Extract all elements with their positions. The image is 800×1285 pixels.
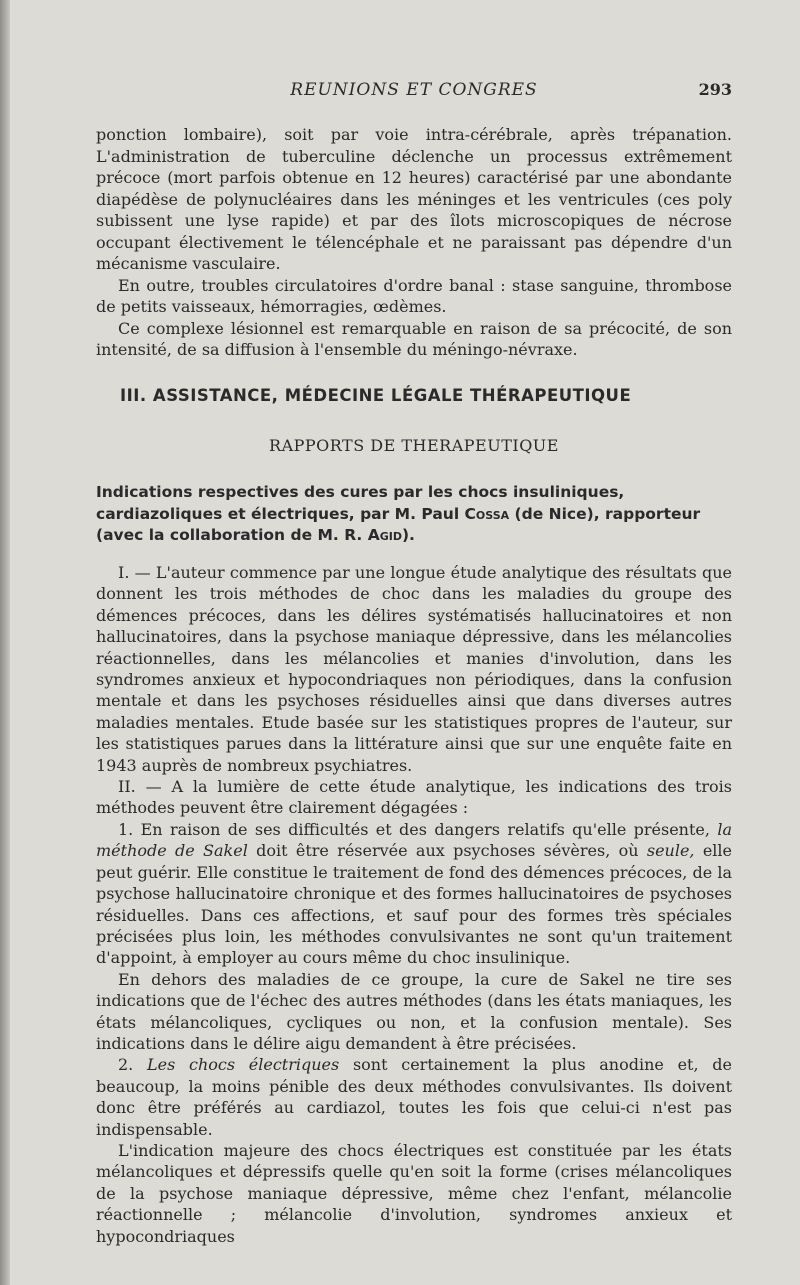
intro-paragraph-3: Ce complexe lésionnel est remarquable en raison de sa précocité, de son intensité, de sa diffusion à l'ensemble du méningo-névraxe. bbox=[96, 318, 732, 359]
report-collaborator: Agid bbox=[367, 526, 402, 544]
p2-end: sont certainement la plus anodine et, de beaucoup, la moins pénible des deux méthodes convulsivantes. Ils doivent donc être préférés au cardiazol, toutes les fois que celui-ci n'est pas indispensable. bbox=[96, 1055, 732, 1139]
report-author: Cossa bbox=[464, 504, 510, 523]
p1-italic-sakel: la méthode de Sakel bbox=[96, 819, 732, 861]
p1-italic-seule: seule, bbox=[646, 841, 695, 861]
p2-italic-electric: Les chocs électriques bbox=[146, 1055, 340, 1075]
p2-start: 2. bbox=[118, 1055, 134, 1075]
report-paragraph-2 bbox=[96, 1054, 732, 1140]
report-title-part2: (de Nice), rapporteur (avec la collaboration de M. R. bbox=[96, 504, 701, 544]
running-title: REUNIONS ET CONGRES bbox=[290, 80, 538, 100]
p1-mid: doit être réservée aux psychoses sévères, où bbox=[256, 841, 639, 861]
intro-paragraph-2: En outre, troubles circulatoires d'ordre banal : stase sanguine, thrombose de petits vaisseaux, hémorragies, œdèmes. bbox=[96, 275, 732, 316]
p1-end: elle peut guérir. Elle constitue le traitement de fond des démences précoces, de la psychose hallucinatoire chronique et des formes hallucinatoires de psychoses résiduelles. Dans ces affections, et sauf pour des formes très spéciales précisées plus loin, les méthodes convulsivantes ne sont qu'un traitement d'appoint, à employer au cours même du choc insulinique. bbox=[96, 841, 732, 968]
report-paragraph-II: II. — A la lumière de cette étude analytique, les indications des trois méthodes peuvent être clairement dégagées : bbox=[96, 777, 732, 818]
report-paragraph-I: I. — L'auteur commence par une longue étude analytique des résultats que donnent les trois méthodes de choc dans les maladies du groupe des démences précoces, dans les délires systématisés hallucinatoires et non hallucinatoires, dans la psychose maniaque dépressive, dans les mélancolies réactionnelles, dans les mélancolies et manies d'involution, dans les syndromes anxieux et hypocondriaques non périodiques, dans la confusion mentale et dans les psychoses résiduelles ainsi que dans diverses autres maladies mentales. Etude basée sur les statistiques propres de l'auteur, sur les statistiques parues dans la littérature ainsi que sur une enquête faite en 1943 auprès de nombreux psychiatres. bbox=[96, 563, 732, 775]
report-title bbox=[96, 482, 732, 547]
intro-text bbox=[96, 124, 732, 361]
report-body bbox=[96, 562, 732, 1247]
section-subheading: RAPPORTS DE THERAPEUTIQUE bbox=[269, 436, 559, 455]
page-header bbox=[96, 80, 732, 104]
p1-start: 1. En raison de ses difficultés et des dangers relatifs qu'elle présente, bbox=[118, 819, 710, 839]
book-spine-shadow bbox=[0, 0, 10, 1285]
report-title-part1: Indications respectives des cures par les chocs insuliniques, cardiazoliques et électriques, par M. Paul bbox=[96, 483, 625, 523]
report-title-part3: ). bbox=[401, 526, 415, 544]
report-paragraph-outside: En dehors des maladies de ce groupe, la cure de Sakel ne tire ses indications que de l'échec des autres méthodes (dans les états maniaques, les états mélancoliques, cycliques ou non, et la confusion mentale). Ses indications dans le délire aigu demandent à être précisées. bbox=[96, 969, 732, 1053]
page-number: 293 bbox=[698, 80, 732, 99]
report-paragraph-major: L'indication majeure des chocs électriques est constituée par les états mélancoliques et dépressifs quelle qu'en soit la forme (crises mélancoliques de la psychose maniaque dépressive, même chez l'enfant, mélancolie réactionnelle ; mélancolie d'involution, syndromes anxieux et hypocondriaques bbox=[96, 1140, 732, 1246]
section-heading: III. ASSISTANCE, MÉDECINE LÉGALE THÉRAPEUTIQUE bbox=[120, 386, 632, 405]
report-paragraph-1 bbox=[96, 819, 732, 969]
intro-paragraph-1: ponction lombaire), soit par voie intra-cérébrale, après trépanation. L'administration de tuberculine déclenche un processus extrêmement précoce (mort parfois obtenue en 12 heures) caractérisé par une abondante diapédèse de polynucléaires dans les méninges et les ventricules (ces poly subissent une lyse rapide) et par des îlots microscopiques de nécrose occupant électivement le télencéphale et ne paraissant pas dépendre d'un mécanisme vasculaire. bbox=[96, 125, 732, 273]
